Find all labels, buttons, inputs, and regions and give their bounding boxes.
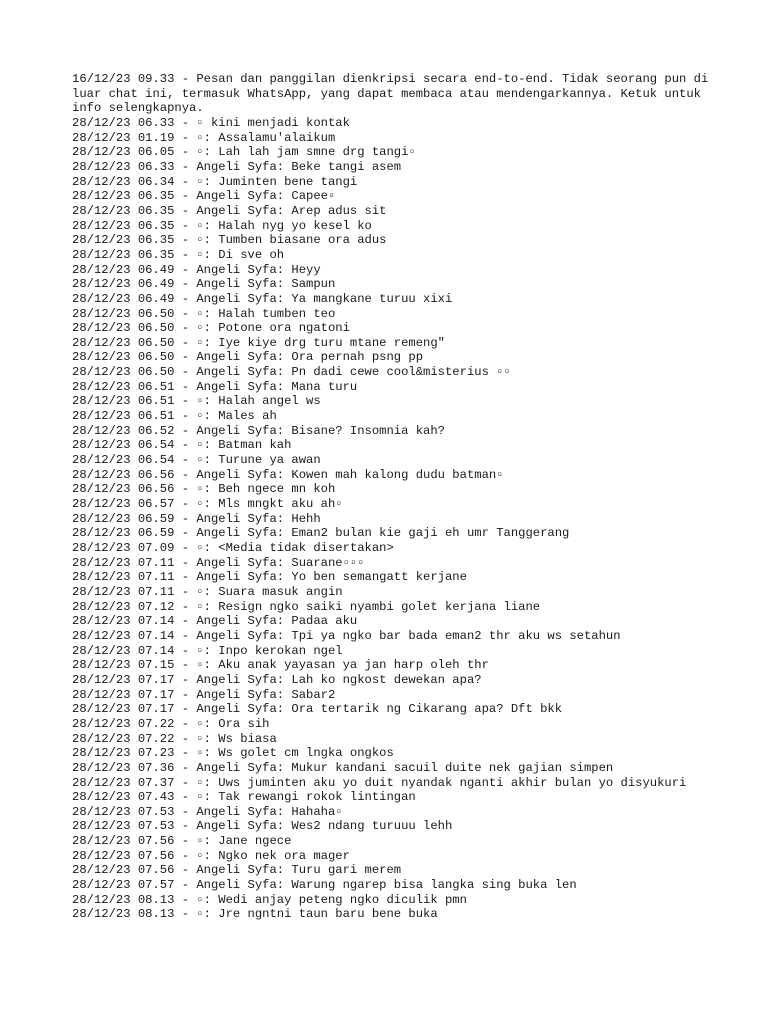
chat-message-line: 28/12/23 06.50 - ▫: Potone ora ngatoni [72,321,350,336]
chat-message-line: 28/12/23 07.37 - ▫: Uws juminten aku yo duit nyandak nganti akhir bulan yo disyukuri [72,775,687,790]
chat-message-line: 28/12/23 06.35 - Angeli Syfa: Capee▫ [72,189,336,204]
chat-message-line: 28/12/23 06.59 - Angeli Syfa: Hehh [72,511,321,526]
chat-message-line: 28/12/23 06.50 - ▫: Halah tumben teo [72,306,336,321]
chat-message-line: 28/12/23 06.35 - ▫: Di sve oh [72,247,285,262]
chat-message-line: 28/12/23 07.15 - ▫: Aku anak yayasan ya jan harp oleh thr [72,658,489,673]
chat-message-line: 28/12/23 07.11 - Angeli Syfa: Yo ben semangatt kerjane [72,570,467,585]
chat-message-line: 28/12/23 07.56 - Angeli Syfa: Turu gari merem [72,863,402,878]
chat-message-line: 28/12/23 06.05 - ▫: Lah lah jam smne drg tangi▫ [72,145,416,160]
chat-export-text [72,72,716,922]
chat-message-line: 28/12/23 06.51 - Angeli Syfa: Mana turu [72,379,358,394]
chat-message-line: 28/12/23 08.13 - ▫: Jre ngntni taun baru bene buka [72,907,438,922]
chat-message-line: 28/12/23 07.11 - Angeli Syfa: Suarane▫▫▫ [72,555,365,570]
chat-message-line: 28/12/23 06.56 - Angeli Syfa: Kowen mah kalong dudu batman▫ [72,467,504,482]
chat-message-line: 28/12/23 06.35 - Angeli Syfa: Arep adus sit [72,203,387,218]
chat-message-line: 28/12/23 06.35 - ▫: Tumben biasane ora adus [72,233,387,248]
chat-message-line: 28/12/23 06.34 - ▫: Juminten bene tangi [72,174,358,189]
chat-message-line: 28/12/23 07.57 - Angeli Syfa: Warung ngarep bisa langka sing buka len [72,878,577,893]
chat-message-line: 28/12/23 07.22 - ▫: Ora sih [72,716,270,731]
chat-message-line: 28/12/23 06.54 - ▫: Turune ya awan [72,453,321,468]
chat-message-line: 28/12/23 07.53 - Angeli Syfa: Hahaha▫ [72,804,343,819]
chat-message-line: 28/12/23 07.09 - ▫: <Media tidak disertakan> [72,541,394,555]
chat-message-line: 28/12/23 06.59 - Angeli Syfa: Eman2 bulan kie gaji eh umr Tanggerang [72,526,570,541]
chat-message-line: 28/12/23 07.12 - ▫: Resign ngko saiki nyambi golet kerjana liane [72,599,541,614]
chat-message-line: 28/12/23 07.11 - ▫: Suara masuk angin [72,584,343,599]
chat-message-line: 28/12/23 06.52 - Angeli Syfa: Bisane? Insomnia kah? [72,423,445,438]
chat-message-line: 28/12/23 07.17 - Angeli Syfa: Lah ko ngkost dewekan apa? [72,672,482,687]
chat-message-line: 28/12/23 06.56 - ▫: Beh ngece mn koh [72,482,336,497]
chat-message-line: 28/12/23 06.57 - ▫: Mls mngkt aku ah▫ [72,497,343,512]
chat-message-line: 28/12/23 07.56 - ▫: Ngko nek ora mager [72,848,350,863]
chat-message-line: 28/12/23 07.14 - ▫: Inpo kerokan ngel [72,643,343,658]
chat-message-line: 28/12/23 06.51 - ▫: Halah angel ws [72,394,321,409]
chat-message-line: 28/12/23 07.53 - Angeli Syfa: Wes2 ndang turuuu lehh [72,819,453,834]
chat-message-line: 28/12/23 06.54 - ▫: Batman kah [72,438,292,453]
chat-message-line: 28/12/23 06.51 - ▫: Males ah [72,409,277,424]
chat-message-line: 28/12/23 06.49 - Angeli Syfa: Ya mangkane turuu xixi [72,291,453,306]
chat-message-line: 28/12/23 06.49 - Angeli Syfa: Sampun [72,277,336,292]
chat-message-line: 28/12/23 06.33 - ▫ kini menjadi kontak [72,115,350,130]
chat-message-line: 28/12/23 07.43 - ▫: Tak rewangi rokok lintingan [72,790,416,805]
chat-message-line: 28/12/23 06.33 - Angeli Syfa: Beke tangi asem [72,159,402,174]
chat-message-line: 28/12/23 06.50 - Angeli Syfa: Pn dadi cewe cool&misterius ▫▫ [72,365,511,380]
chat-message-line: 28/12/23 06.35 - ▫: Halah nyg yo kesel ko [72,218,372,233]
encryption-notice-line: 16/12/23 09.33 - Pesan dan panggilan dienkripsi secara end-to-end. Tidak seorang pun di luar chat ini, termasuk WhatsApp, yang dapat membaca atau mendengarkannya. Ketuk untuk info selengkapnya. [72,72,716,116]
chat-message-line: 28/12/23 06.50 - ▫: Iye kiye drg turu mtane remeng" [72,335,445,350]
chat-message-line: 28/12/23 06.50 - Angeli Syfa: Ora pernah psng pp [72,350,424,365]
chat-message-line: 28/12/23 06.49 - Angeli Syfa: Heyy [72,262,321,277]
chat-message-line: 28/12/23 07.14 - Angeli Syfa: Padaa aku [72,614,358,629]
chat-message-line: 28/12/23 01.19 - ▫: Assalamu'alaikum [72,130,336,145]
chat-message-line: 28/12/23 07.17 - Angeli Syfa: Sabar2 [72,687,336,702]
chat-message-line: 28/12/23 07.14 - Angeli Syfa: Tpi ya ngko bar bada eman2 thr aku ws setahun [72,628,621,643]
chat-message-line: 28/12/23 07.36 - Angeli Syfa: Mukur kandani sacuil duite nek gajian simpen [72,760,614,775]
chat-message-line: 28/12/23 07.56 - ▫: Jane ngece [72,834,292,849]
chat-message-line: 28/12/23 07.22 - ▫: Ws biasa [72,731,277,746]
chat-message-line: 28/12/23 07.23 - ▫: Ws golet cm lngka ongkos [72,746,394,761]
chat-message-line: 28/12/23 07.17 - Angeli Syfa: Ora tertarik ng Cikarang apa? Dft bkk [72,702,563,717]
chat-message-line: 28/12/23 08.13 - ▫: Wedi anjay peteng ngko diculik pmn [72,892,467,907]
